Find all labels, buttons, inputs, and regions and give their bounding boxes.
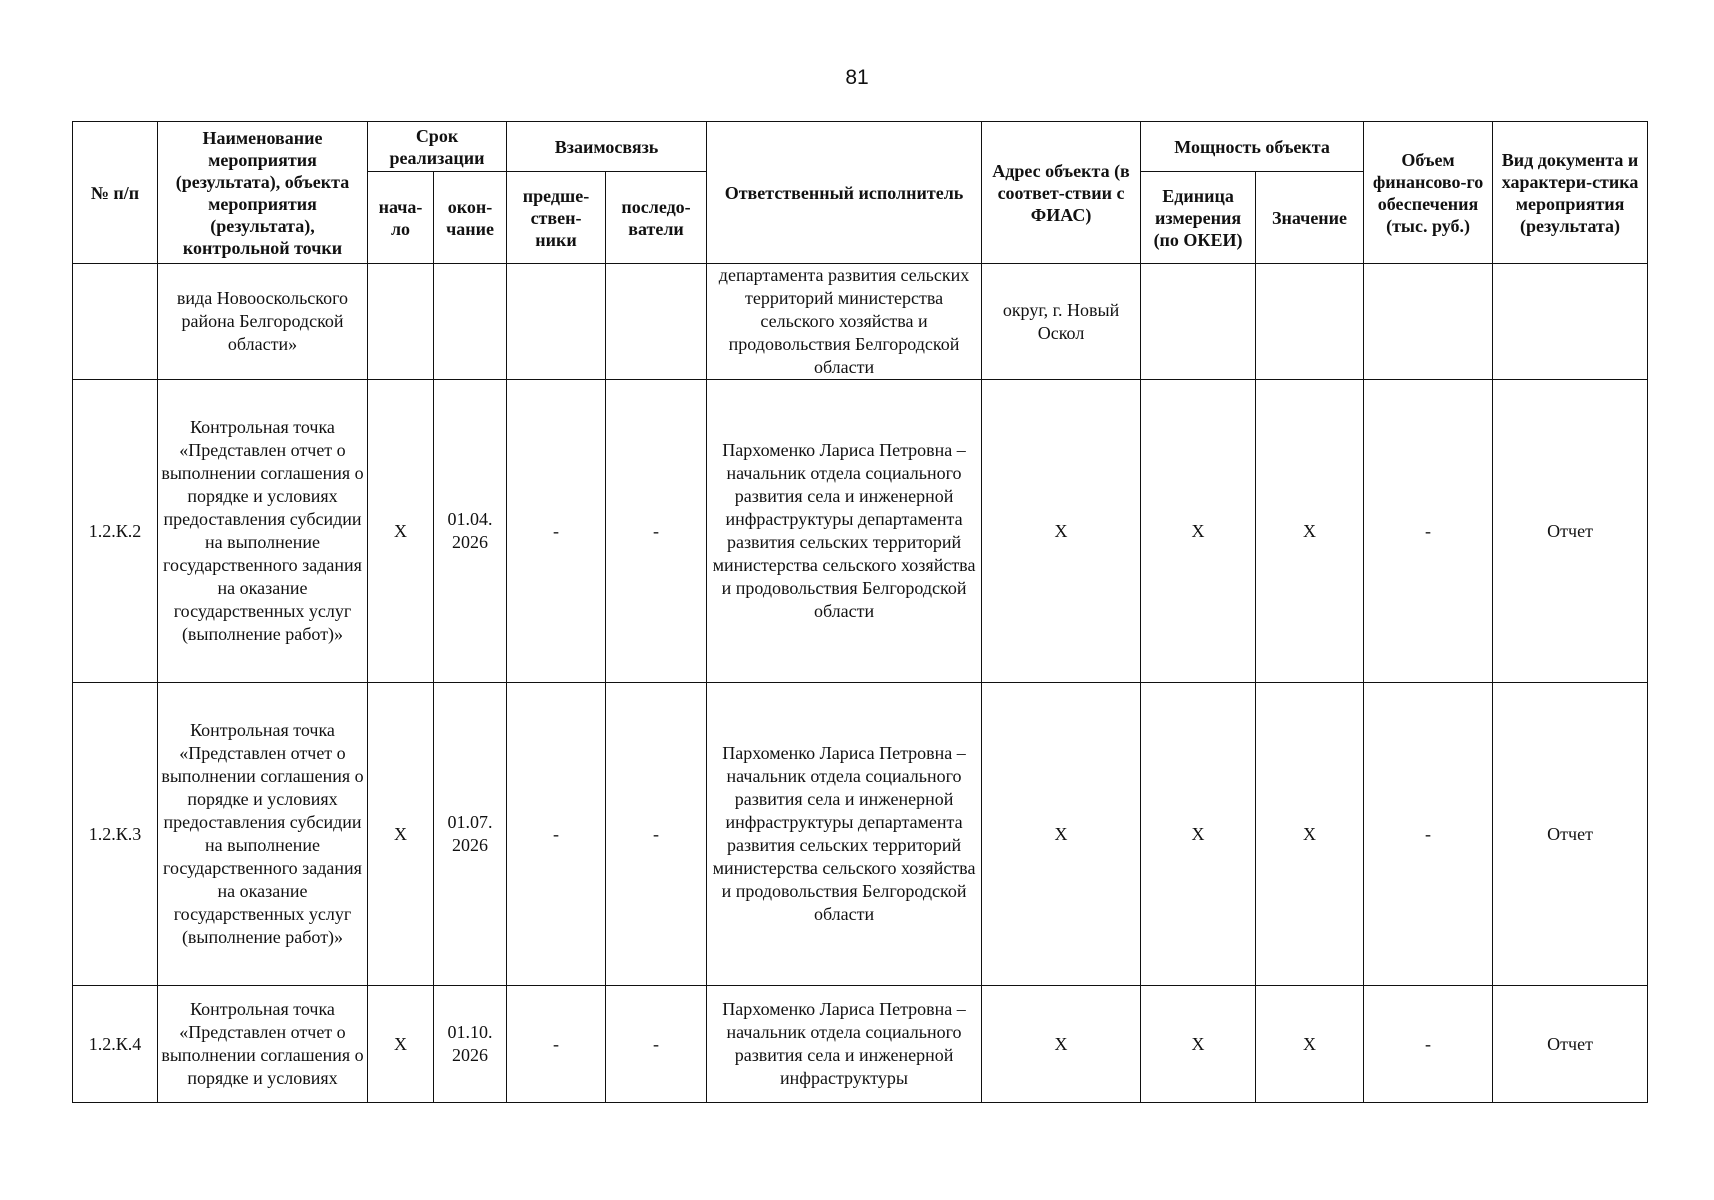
header-finance: Объем финансово-го обеспечения (тыс. руб.) bbox=[1364, 122, 1493, 264]
cell-name: Контрольная точка «Представлен отчет о выполнении соглашения о порядке и условиях bbox=[158, 986, 368, 1103]
table-row bbox=[73, 986, 1648, 1103]
header-address: Адрес объекта (в соответ-ствии с ФИАС) bbox=[982, 122, 1141, 264]
cell-unit: Х bbox=[1141, 380, 1256, 683]
cell-successors: - bbox=[606, 986, 707, 1103]
cell-start: Х bbox=[368, 986, 434, 1103]
header-period: Срок реализации bbox=[368, 122, 507, 172]
schedule-table bbox=[72, 121, 1648, 1103]
table-header bbox=[73, 122, 1648, 264]
header-capacity: Мощность объекта bbox=[1141, 122, 1364, 172]
table-row bbox=[73, 264, 1648, 380]
cell-name: Контрольная точка «Представлен отчет о выполнении соглашения о порядке и условиях предоставления субсидии на выполнение государственного задания на оказание государственных услуг (выполнение работ)» bbox=[158, 380, 368, 683]
cell-unit: Х bbox=[1141, 683, 1256, 986]
cell-doc: Отчет bbox=[1493, 380, 1648, 683]
cell-successors: - bbox=[606, 683, 707, 986]
cell-address: Х bbox=[982, 380, 1141, 683]
cell-finance: - bbox=[1364, 380, 1493, 683]
cell-successors bbox=[606, 264, 707, 380]
cell-unit bbox=[1141, 264, 1256, 380]
cell-value: Х bbox=[1256, 986, 1364, 1103]
header-unit: Единица измерения (по ОКЕИ) bbox=[1141, 172, 1256, 264]
cell-responsible: Пархоменко Лариса Петровна – начальник отдела социального развития села и инженерной инфраструктуры департамента развития сельских территорий министерства сельского хозяйства и продовольствия Белгородской области bbox=[707, 380, 982, 683]
cell-value bbox=[1256, 264, 1364, 380]
cell-address: округ, г. Новый Оскол bbox=[982, 264, 1141, 380]
cell-successors: - bbox=[606, 380, 707, 683]
cell-responsible: Пархоменко Лариса Петровна – начальник отдела социального развития села и инженерной инфраструктуры департамента развития сельских территорий министерства сельского хозяйства и продовольствия Белгородской области bbox=[707, 683, 982, 986]
cell-predecessors: - bbox=[507, 683, 606, 986]
cell-address: Х bbox=[982, 683, 1141, 986]
cell-value: Х bbox=[1256, 683, 1364, 986]
cell-predecessors: - bbox=[507, 380, 606, 683]
cell-num: 1.2.К.3 bbox=[73, 683, 158, 986]
header-end: окон-чание bbox=[434, 172, 507, 264]
cell-predecessors: - bbox=[507, 986, 606, 1103]
cell-doc: Отчет bbox=[1493, 683, 1648, 986]
cell-value: Х bbox=[1256, 380, 1364, 683]
cell-start bbox=[368, 264, 434, 380]
cell-unit: Х bbox=[1141, 986, 1256, 1103]
cell-name: вида Новооскольского района Белгородской области» bbox=[158, 264, 368, 380]
cell-finance: - bbox=[1364, 683, 1493, 986]
cell-end bbox=[434, 264, 507, 380]
page-number: 81 bbox=[845, 66, 869, 89]
cell-address: Х bbox=[982, 986, 1141, 1103]
table-row bbox=[73, 380, 1648, 683]
cell-name: Контрольная точка «Представлен отчет о выполнении соглашения о порядке и условиях предоставления субсидии на выполнение государственного задания на оказание государственных услуг (выполнение работ)» bbox=[158, 683, 368, 986]
cell-start: Х bbox=[368, 380, 434, 683]
cell-end: 01.04. 2026 bbox=[434, 380, 507, 683]
cell-num: 1.2.К.2 bbox=[73, 380, 158, 683]
header-successors: последо-ватели bbox=[606, 172, 707, 264]
header-doc: Вид документа и характери-стика мероприятия (результата) bbox=[1493, 122, 1648, 264]
cell-responsible: Пархоменко Лариса Петровна – начальник отдела социального развития села и инженерной инфраструктуры bbox=[707, 986, 982, 1103]
header-value: Значение bbox=[1256, 172, 1364, 264]
cell-start: Х bbox=[368, 683, 434, 986]
cell-finance bbox=[1364, 264, 1493, 380]
header-link: Взаимосвязь bbox=[507, 122, 707, 172]
header-responsible: Ответственный исполнитель bbox=[707, 122, 982, 264]
cell-num: 1.2.К.4 bbox=[73, 986, 158, 1103]
header-start: нача-ло bbox=[368, 172, 434, 264]
cell-predecessors bbox=[507, 264, 606, 380]
cell-doc: Отчет bbox=[1493, 986, 1648, 1103]
header-num: № п/п bbox=[73, 122, 158, 264]
cell-num bbox=[73, 264, 158, 380]
cell-finance: - bbox=[1364, 986, 1493, 1103]
cell-end: 01.10. 2026 bbox=[434, 986, 507, 1103]
cell-doc bbox=[1493, 264, 1648, 380]
header-predecessors: предше-ствен-ники bbox=[507, 172, 606, 264]
table-row bbox=[73, 683, 1648, 986]
cell-end: 01.07. 2026 bbox=[434, 683, 507, 986]
cell-responsible: департамента развития сельских территорий министерства сельского хозяйства и продовольствия Белгородской области bbox=[707, 264, 982, 380]
header-name: Наименование мероприятия (результата), объекта мероприятия (результата), контрольной точки bbox=[158, 122, 368, 264]
